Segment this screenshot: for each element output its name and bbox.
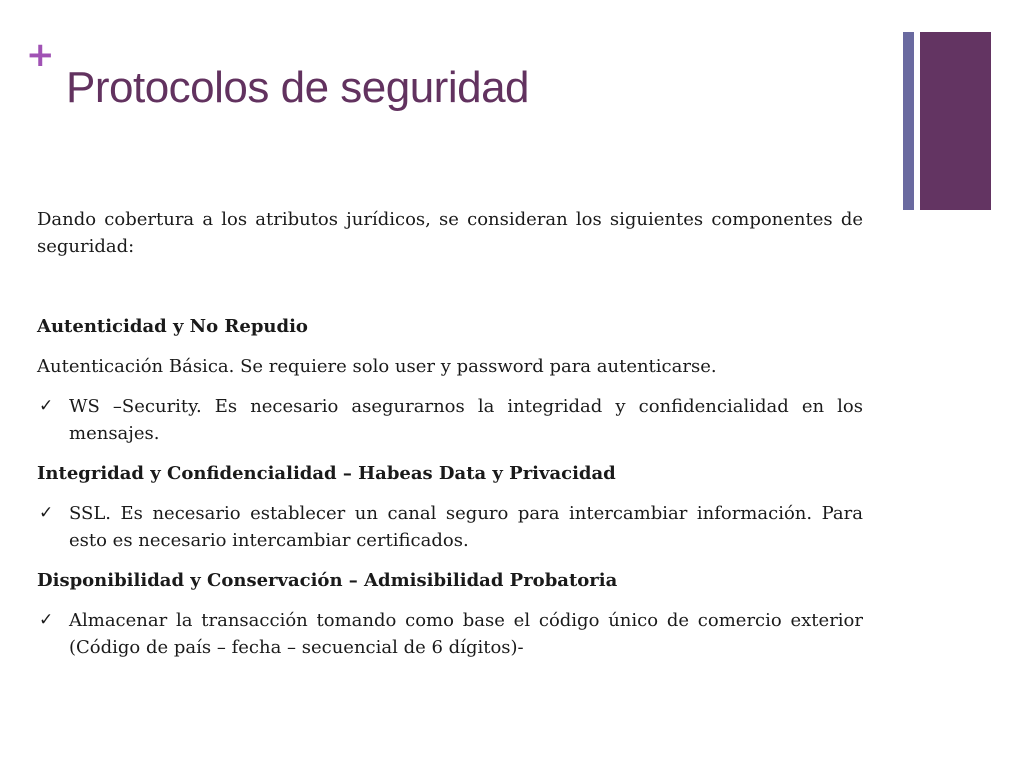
- bullet-ssl: [37, 500, 863, 554]
- plus-icon: +: [26, 35, 55, 75]
- bullet-text: SSL. Es necesario establecer un canal seguro para intercambiar información. Para esto es necesario intercambiar certificados.: [69, 503, 863, 551]
- intro-paragraph: Dando cobertura a los atributos jurídicos, se consideran los siguientes componentes de seguridad:: [37, 209, 863, 257]
- checkmark-icon: ✓: [39, 610, 54, 630]
- section-heading-integrity: Integridad y Confidencialidad – Habeas Data y Privacidad: [37, 463, 616, 484]
- section-heading-availability: Disponibilidad y Conservación – Admisibilidad Probatoria: [37, 570, 618, 591]
- accent-bar-thick: [920, 32, 991, 210]
- bullet-text: Almacenar la transacción tomando como base el código único de comercio exterior (Código de país – fecha – secuencial de 6 dígitos)-: [69, 610, 863, 658]
- section-heading-auth: Autenticidad y No Repudio: [37, 316, 308, 337]
- checkmark-icon: ✓: [39, 396, 54, 416]
- checkmark-icon: ✓: [39, 503, 54, 523]
- accent-bar-thin: [903, 32, 914, 210]
- slide-title: Protocolos de seguridad: [66, 63, 530, 112]
- bullet-storage: [37, 607, 863, 661]
- bullet-ws-security: [37, 393, 863, 447]
- auth-basic-text: Autenticación Básica. Se requiere solo user y password para autenticarse.: [37, 356, 717, 377]
- slide-body: [37, 206, 863, 661]
- bullet-text: WS –Security. Es necesario asegurarnos la integridad y confidencialidad en los mensajes.: [69, 396, 863, 444]
